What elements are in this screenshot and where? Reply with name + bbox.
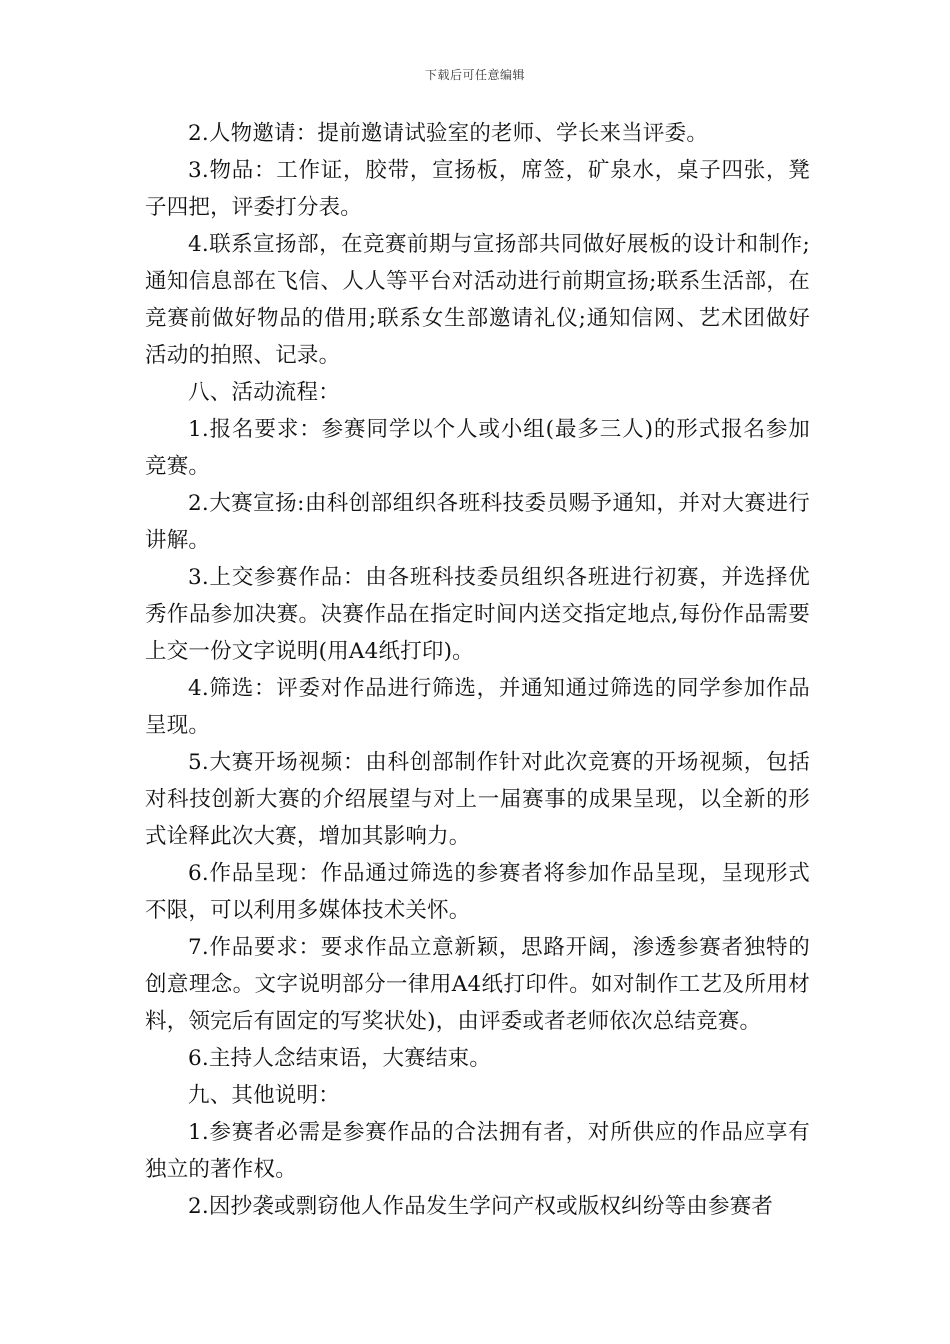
paragraph-closing: 6.主持人念结束语，大赛结束。 (188, 1046, 492, 1071)
section-heading-other-notes: 九、其他说明： (188, 1083, 340, 1108)
document-body (145, 115, 810, 1225)
paragraph-plagiarism: 2.因抄袭或剽窃他人作品发生学问产权或版权纠纷等由参赛者 (188, 1194, 774, 1219)
paragraph-opening-video: 5.大赛开场视频：由科创部制作针对此次竞赛的开场视频，包括对科技创新大赛的介绍展望与对上一届赛事的成果呈现，以全新的形式诠释此次大赛，增加其影响力。 (145, 750, 810, 849)
paragraph-contact-departments: 4.联系宣扬部，在竞赛前期与宣扬部共同做好展板的设计和制作;通知信息部在飞信、人人等平台对活动进行前期宣扬;联系生活部，在竞赛前做好物品的借用;联系女生部邀请礼仪;通知信网、艺术团做好活动的拍照、记录。 (145, 232, 810, 368)
paragraph-supplies: 3.物品：工作证，胶带，宣扬板，席签，矿泉水，桌子四张，凳子四把，评委打分表。 (145, 158, 810, 220)
paragraph-registration: 1.报名要求：参赛同学以个人或小组(最多三人)的形式报名参加竞赛。 (145, 417, 810, 479)
paragraph-personnel-invitation: 2.人物邀请：提前邀请试验室的老师、学长来当评委。 (188, 121, 709, 146)
section-heading-activity-flow: 八、活动流程： (188, 380, 340, 405)
page-header: 下载后可任意编辑 (424, 68, 525, 82)
paragraph-screening: 4.筛选：评委对作品进行筛选，并通知通过筛选的同学参加作品呈现。 (145, 676, 810, 738)
paragraph-requirements: 7.作品要求：要求作品立意新颖，思路开阔，渗透参赛者独特的创意理念。文字说明部分一律用A4纸打印件。如对制作工艺及所用材料，领完后有固定的写奖状处)，由评委或者老师依次总结竞赛。 (145, 935, 810, 1034)
paragraph-publicity: 2.大赛宣扬:由科创部组织各班科技委员赐予通知，并对大赛进行讲解。 (145, 491, 810, 553)
paragraph-ownership: 1.参赛者必需是参赛作品的合法拥有者，对所供应的作品应享有独立的著作权。 (145, 1120, 810, 1182)
paragraph-presentation: 6.作品呈现：作品通过筛选的参赛者将参加作品呈现，呈现形式不限，可以利用多媒体技术关怀。 (145, 861, 810, 923)
paragraph-submission: 3.上交参赛作品：由各班科技委员组织各班进行初赛，并选择优秀作品参加决赛。决赛作品在指定时间内送交指定地点,每份作品需要上交一份文字说明(用A4纸打印)。 (145, 565, 810, 664)
